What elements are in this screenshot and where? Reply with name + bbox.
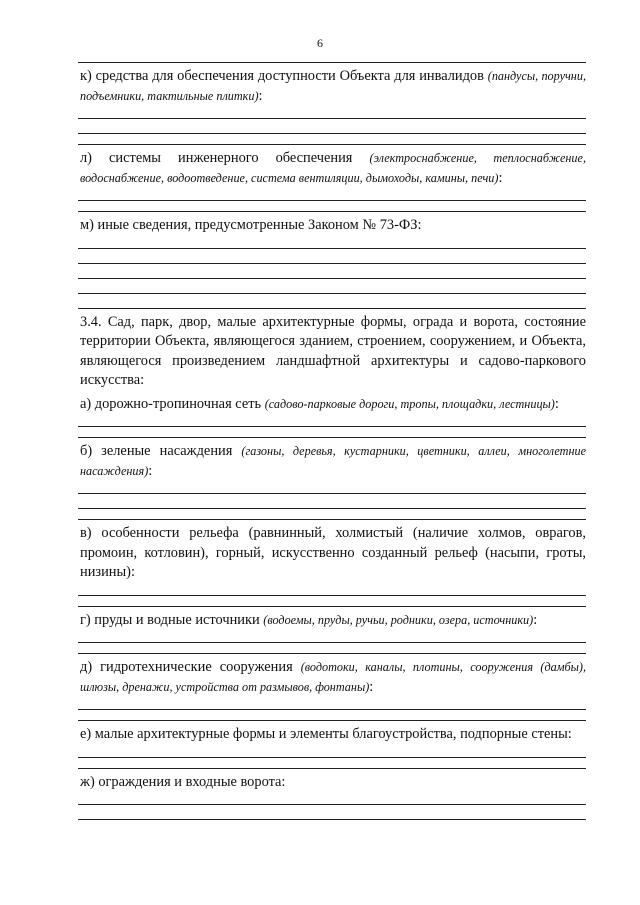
- item-g-label: г) пруды и водные источники: [80, 611, 260, 628]
- item-k: [78, 63, 586, 134]
- item-l-note: (электроснабжение, теплоснабжение, водоснабжение, водоотведение, система вентиляции, дымоходы, камины, печи): [80, 151, 586, 185]
- item-b: [78, 438, 586, 509]
- answer-line[interactable]: [78, 796, 586, 805]
- answer-line[interactable]: [78, 485, 586, 494]
- item-b-text: [78, 438, 586, 485]
- answer-line[interactable]: [78, 634, 586, 643]
- spacer: [78, 596, 586, 606]
- item-l-text: [78, 145, 586, 192]
- answer-line[interactable]: [78, 494, 586, 509]
- spacer: [78, 201, 586, 211]
- answer-line[interactable]: [78, 701, 586, 710]
- spacer: [78, 294, 586, 308]
- item-l-suffix: :: [498, 169, 503, 186]
- item-d-label: д) гидротехнические сооружения: [80, 659, 293, 675]
- answer-line[interactable]: [78, 418, 586, 427]
- item-k-suffix: :: [258, 87, 263, 104]
- answer-line[interactable]: [78, 240, 586, 249]
- item-a-text: [78, 395, 586, 419]
- spacer: [78, 509, 586, 519]
- spacer: [78, 710, 586, 720]
- item-k-text: [78, 63, 586, 110]
- answer-line[interactable]: [78, 110, 586, 119]
- item-zh: [78, 769, 586, 821]
- item-k-note: (пандусы, поручни, подъемники, тактильные плитки): [80, 69, 586, 103]
- answer-line[interactable]: [78, 805, 586, 820]
- item-g: [78, 607, 586, 644]
- spacer: [78, 643, 586, 653]
- item-v-text: в) особенности рельефа (равнинный, холмистый (наличие холмов, оврагов, промоин, котловин), горный, искусственно созданный рельеф (насыпи, гроты, низины):: [80, 525, 586, 580]
- item-d-note: (водотоки, каналы, плотины, сооружения (дамбы), шлюзы, дренажи, устройства от размывов, фонтаны): [80, 660, 587, 694]
- item-v: [78, 520, 586, 596]
- spacer: [78, 134, 586, 144]
- spacer: [78, 427, 586, 437]
- item-g-suffix: :: [533, 611, 538, 628]
- item-m: [78, 212, 586, 294]
- item-g-text: [78, 607, 586, 635]
- answer-line[interactable]: [78, 192, 586, 201]
- item-k-label: к) средства для обеспечения доступности Объекта для инвалидов: [80, 68, 484, 84]
- item-d-suffix: :: [369, 678, 374, 695]
- item-a-note: (садово-парковые дороги, тропы, площадки, лестницы): [264, 396, 555, 411]
- section-3-4-heading: 3.4. Сад, парк, двор, малые архитектурные формы, ограда и ворота, состояние территории Объекта, являющегося зданием, строением, сооружением, и Объекта, являющегося произведением ландшафтной архитектуры и садово-паркового искусства:: [80, 313, 586, 388]
- answer-line[interactable]: [78, 264, 586, 279]
- item-e-text: е) малые архитектурные формы и элементы благоустройства, подпорные стены:: [80, 726, 572, 742]
- page-number: 6: [317, 36, 323, 50]
- item-e: [78, 721, 586, 758]
- item-m-text: м) иные сведения, предусмотренные Законом № 73-ФЗ:: [80, 217, 422, 233]
- item-b-note: (газоны, деревья, кустарники, цветники, аллеи, многолетние насаждения): [80, 444, 586, 478]
- item-l: [78, 145, 586, 201]
- item-d-text: [78, 654, 586, 701]
- answer-line[interactable]: [78, 749, 586, 758]
- item-b-label: б) зеленые насаждения: [80, 443, 233, 459]
- form-body: [78, 62, 586, 820]
- answer-line[interactable]: [78, 119, 586, 134]
- spacer: [78, 758, 586, 768]
- item-b-suffix: :: [148, 462, 153, 479]
- item-g-note: (водоемы, пруды, ручьи, родники, озера, источники): [263, 612, 534, 627]
- item-a-suffix: :: [554, 395, 559, 412]
- answer-line[interactable]: [78, 249, 586, 264]
- item-d: [78, 654, 586, 710]
- item-a-label: а) дорожно-тропиночная сеть: [80, 395, 262, 412]
- item-l-label: л) системы инженерного обеспечения: [80, 150, 353, 166]
- answer-line[interactable]: [78, 587, 586, 596]
- item-zh-text: ж) ограждения и входные ворота:: [80, 773, 286, 790]
- section-3-4: [78, 309, 586, 428]
- answer-line[interactable]: [78, 279, 586, 294]
